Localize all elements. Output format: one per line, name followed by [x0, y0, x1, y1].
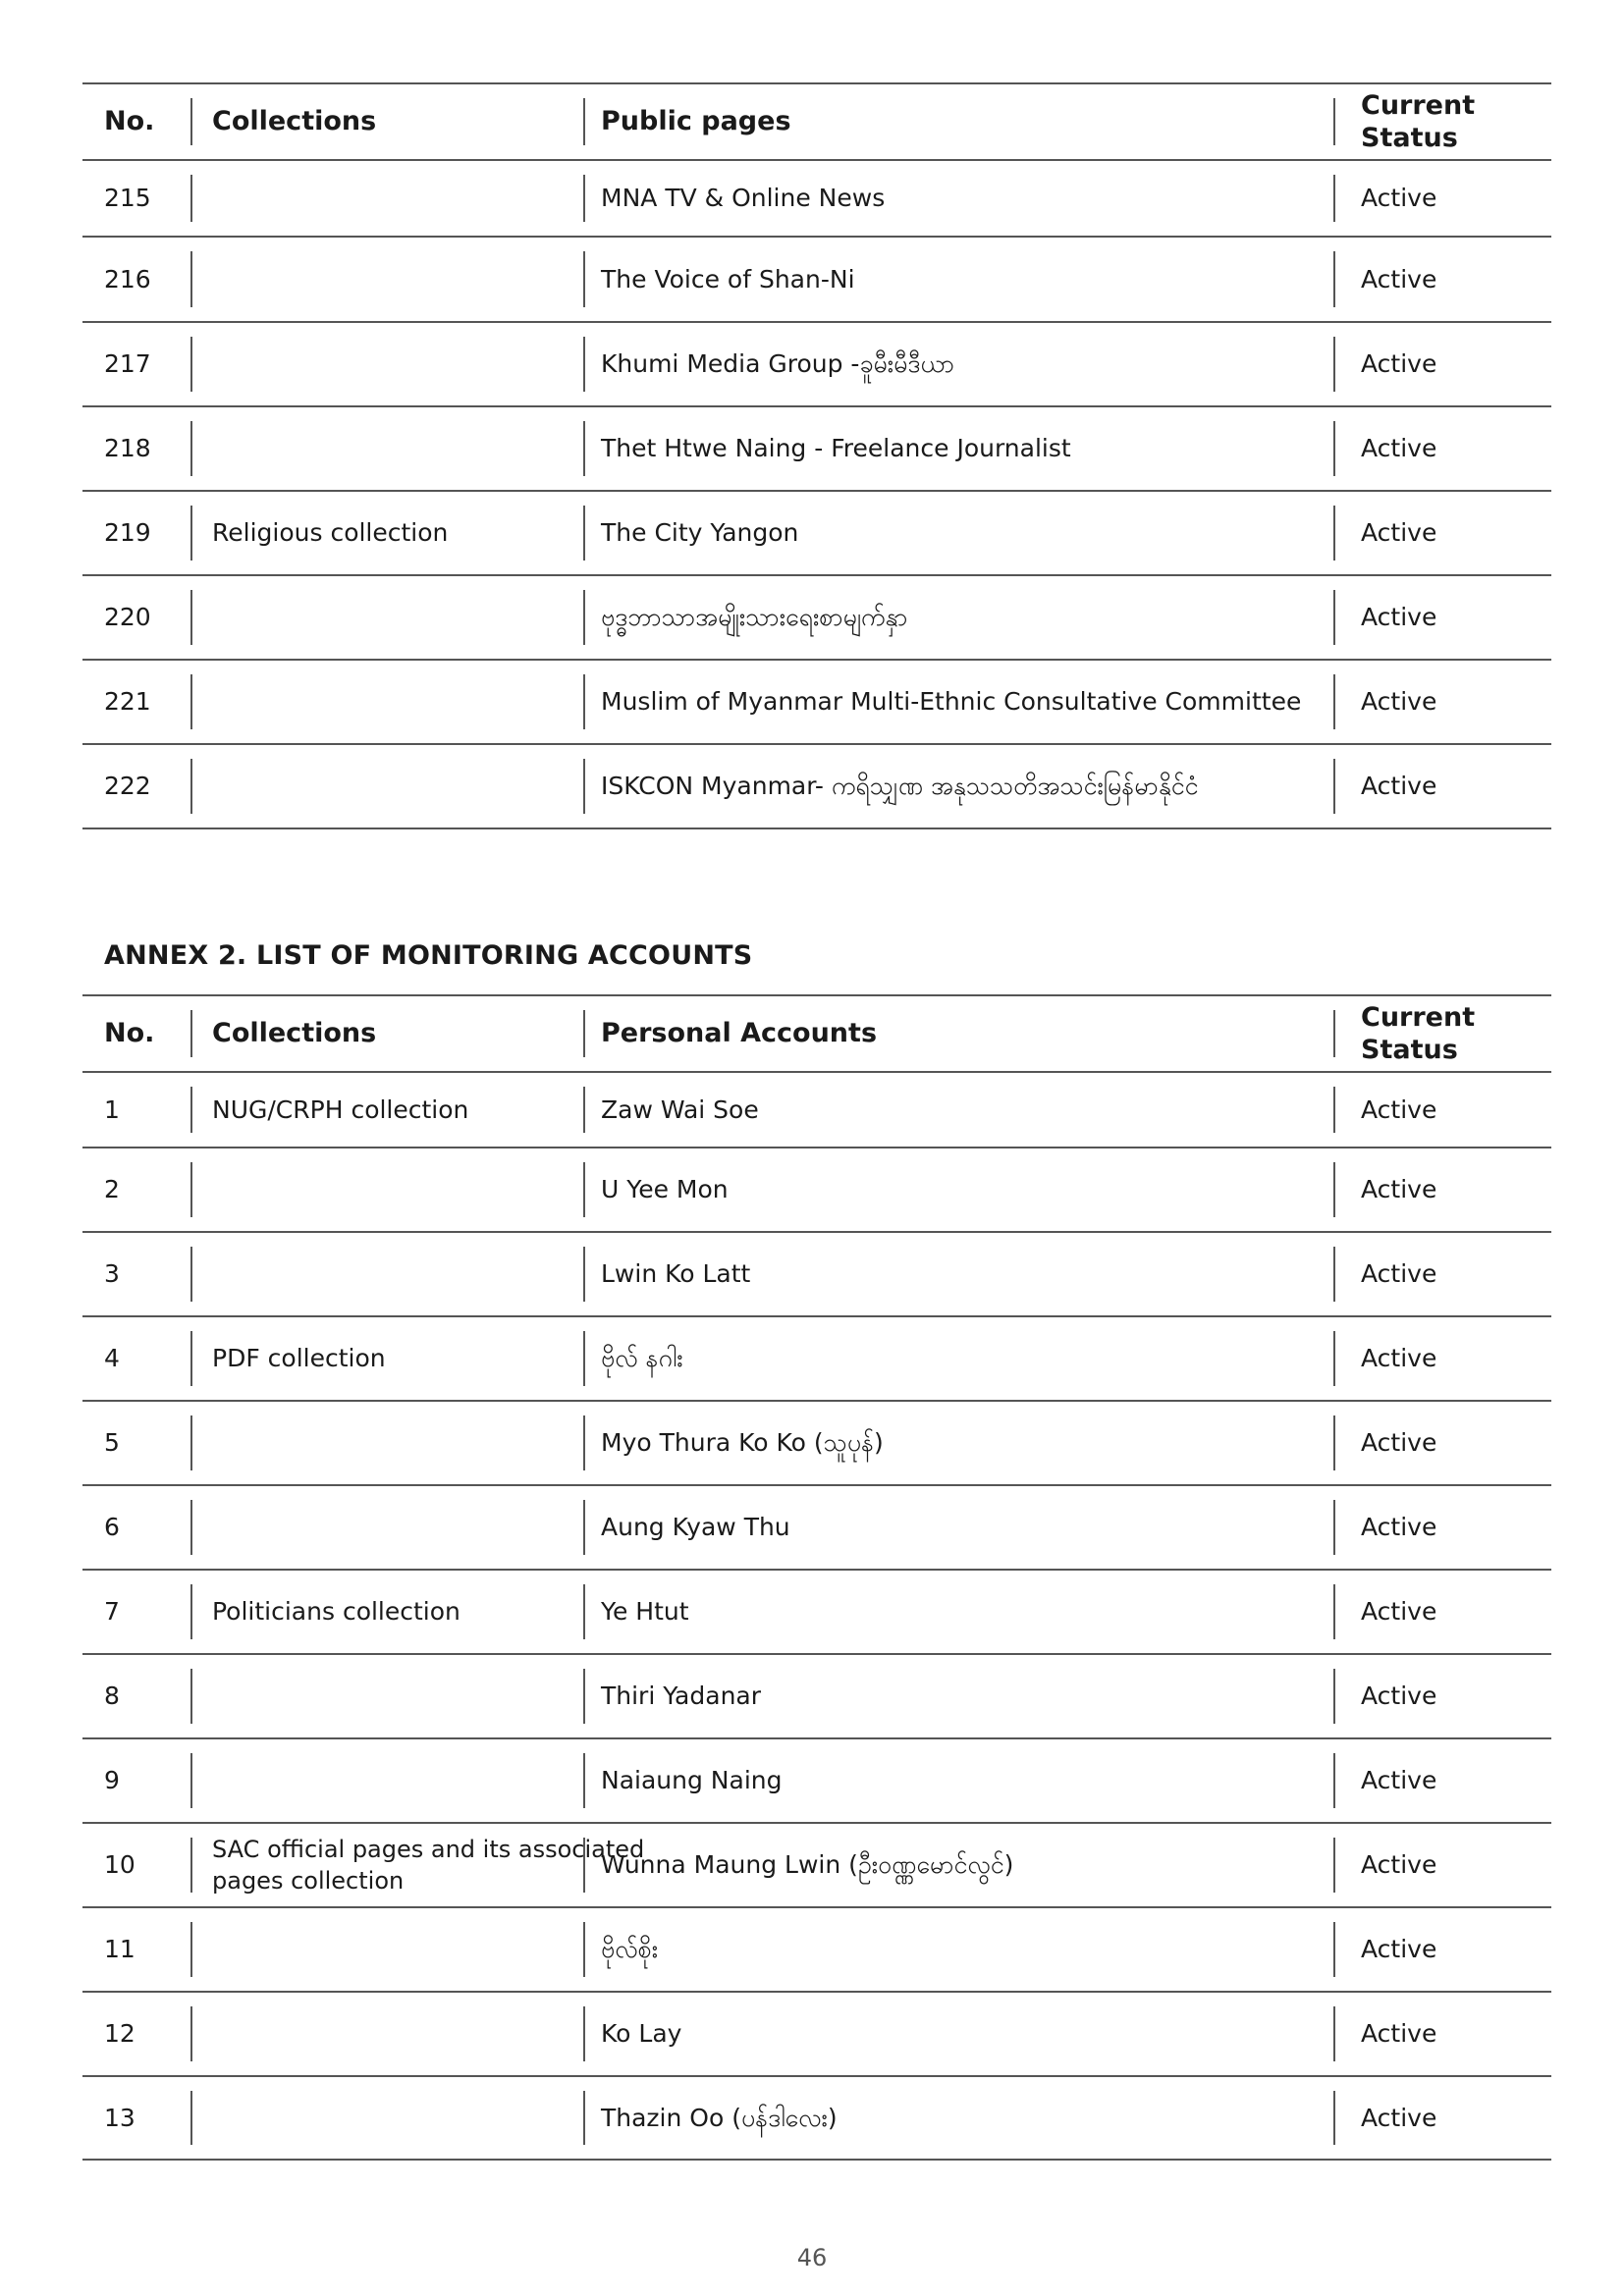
row-collection: NUG/CRPH collection: [190, 1087, 683, 1133]
row-no: 219: [104, 518, 151, 547]
row-no: 9: [104, 1766, 120, 1794]
row-status: Active: [1333, 590, 1557, 645]
table-row: [82, 659, 1551, 743]
page-number: 46: [796, 2244, 828, 2271]
annex-heading: ANNEX 2. LIST OF MONITORING ACCOUNTS: [104, 940, 753, 971]
table-row: [82, 1484, 1551, 1569]
header-personal-accounts: Personal Accounts: [583, 1010, 1347, 1057]
row-account: Thiri Yadanar: [583, 1669, 1347, 1724]
row-no: 222: [104, 772, 151, 800]
row-account: Naiaung Naing: [583, 1753, 1347, 1808]
table-row: [82, 1147, 1551, 1231]
row-no: 5: [104, 1428, 120, 1457]
row-collection: PDF collection: [190, 1331, 683, 1386]
table-row: [82, 1822, 1551, 1906]
row-status: Active: [1333, 1838, 1557, 1893]
row-status: Active: [1333, 1247, 1557, 1302]
row-account: Thazin Oo (ပန်ဒါလေး): [583, 2091, 1347, 2145]
header-no: No.: [104, 106, 155, 136]
row-no: 217: [104, 349, 151, 378]
row-page: ISKCON Myanmar- ကရိသျှဏ အနုသသတိအသင်းမြန်မာနိုင်ငံ: [583, 759, 1347, 814]
row-status: Active: [1333, 1415, 1557, 1470]
row-no: 11: [104, 1935, 135, 1963]
row-collection: Politicians collection: [190, 1584, 683, 1639]
row-status: Active: [1333, 2006, 1557, 2061]
table-row: [82, 1991, 1551, 2075]
row-account: ဗိုလ် နဂါး: [583, 1331, 1347, 1386]
header-current-status: Current Status: [1333, 98, 1557, 145]
row-status: Active: [1333, 506, 1557, 561]
header-no: No.: [104, 1018, 155, 1048]
table-header-row: [82, 994, 1551, 1071]
row-page: MNA TV & Online News: [583, 175, 1347, 222]
row-account: U Yee Mon: [583, 1162, 1347, 1217]
row-account: ဗိုလ်စိုး: [583, 1922, 1347, 1977]
header-collections: Collections: [190, 98, 683, 145]
row-status: Active: [1333, 251, 1557, 307]
row-no: 13: [104, 2103, 135, 2132]
row-no: 4: [104, 1344, 120, 1372]
table-row: [82, 1906, 1551, 1991]
row-no: 6: [104, 1513, 120, 1541]
row-no: 216: [104, 264, 151, 294]
table-row: [82, 490, 1551, 574]
header-public-pages: Public pages: [583, 98, 1347, 145]
row-collection: SAC official pages and its associated pages collection: [190, 1838, 683, 1893]
row-no: 3: [104, 1259, 120, 1288]
table-row: [82, 159, 1551, 236]
row-account: Lwin Ko Latt: [583, 1247, 1347, 1302]
row-no: 220: [104, 603, 151, 631]
row-status: Active: [1333, 1922, 1557, 1977]
row-status: Active: [1333, 1753, 1557, 1808]
row-status: Active: [1333, 175, 1557, 222]
row-no: 2: [104, 1175, 120, 1203]
row-no: 12: [104, 2019, 135, 2048]
row-no: 10: [104, 1850, 135, 1879]
monitoring-accounts-table: [82, 994, 1551, 2161]
table-row: [82, 1315, 1551, 1400]
row-account: Ye Htut: [583, 1584, 1347, 1639]
row-status: Active: [1333, 1669, 1557, 1724]
row-status: Active: [1333, 1584, 1557, 1639]
header-collections: Collections: [190, 1010, 683, 1057]
row-account: Aung Kyaw Thu: [583, 1500, 1347, 1555]
row-collection: Religious collection: [190, 506, 683, 561]
row-status: Active: [1333, 1500, 1557, 1555]
table-row: [82, 1231, 1551, 1315]
table-row: [82, 574, 1551, 659]
row-page: ဗုဒ္ဓဘာသာအမျိုးသားရေးစာမျက်နှာ: [583, 590, 1347, 645]
header-current-status: Current Status: [1333, 1010, 1557, 1057]
table-row: [82, 321, 1551, 405]
table-row: [82, 1653, 1551, 1737]
table-header-row: [82, 82, 1551, 159]
row-status: Active: [1333, 421, 1557, 476]
table-row: [82, 1737, 1551, 1822]
table-row: [82, 1569, 1551, 1653]
row-account: Zaw Wai Soe: [583, 1087, 1347, 1133]
row-page: Khumi Media Group -ခူမီးမီဒီယာ: [583, 337, 1347, 392]
table-row: [82, 1071, 1551, 1147]
public-pages-table: [82, 82, 1551, 829]
row-no: 221: [104, 687, 151, 716]
row-status: Active: [1333, 337, 1557, 392]
row-status: Active: [1333, 1331, 1557, 1386]
table-row: [82, 1400, 1551, 1484]
row-page: The City Yangon: [583, 506, 1347, 561]
row-page: Thet Htwe Naing - Freelance Journalist: [583, 421, 1347, 476]
row-status: Active: [1333, 1087, 1557, 1133]
row-account: Myo Thura Ko Ko (သူပုန်): [583, 1415, 1347, 1470]
table-row: [82, 743, 1551, 829]
row-no: 218: [104, 434, 151, 462]
row-status: Active: [1333, 2091, 1557, 2145]
row-account: Wunna Maung Lwin (ဦးဝဏ္ဏမောင်လွင်): [583, 1838, 1347, 1893]
row-account: Ko Lay: [583, 2006, 1347, 2061]
row-status: Active: [1333, 1162, 1557, 1217]
row-page: The Voice of Shan-Ni: [583, 251, 1347, 307]
row-no: 8: [104, 1682, 120, 1710]
row-no: 1: [104, 1095, 120, 1124]
table-row: [82, 2075, 1551, 2161]
row-status: Active: [1333, 674, 1557, 729]
table-row: [82, 405, 1551, 490]
row-page: Muslim of Myanmar Multi-Ethnic Consultative Committee: [583, 674, 1347, 729]
row-no: 215: [104, 184, 151, 212]
row-no: 7: [104, 1597, 120, 1626]
table-row: [82, 236, 1551, 321]
row-status: Active: [1333, 759, 1557, 814]
